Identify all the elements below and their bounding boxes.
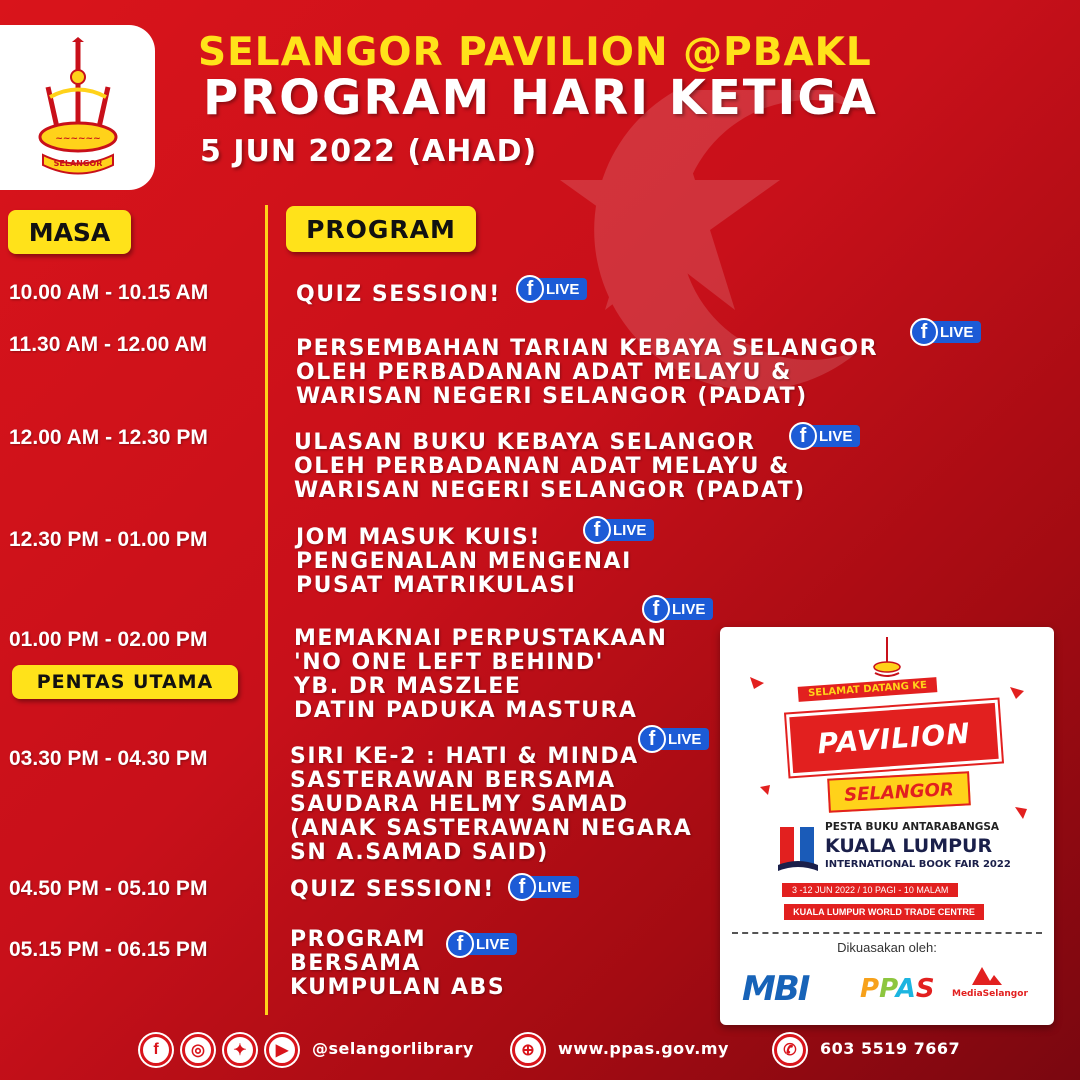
column-header-program: PROGRAM [286,206,476,252]
phone-number[interactable]: 603 5519 7667 [820,1039,961,1058]
poster-title: PAVILION [786,700,1002,777]
program-line: SAUDARA HELMY SAMAD [290,792,629,817]
facebook-icon: f [508,873,536,901]
crest-icon [28,37,128,182]
social-handle[interactable]: @selangorlibrary [312,1039,474,1058]
facebook-live-badge[interactable]: f LIVE [587,519,654,541]
sponsor-media-selangor-logo: MediaSelangor [952,989,1028,999]
program-line: PROGRAM [290,927,427,952]
program-line: ULASAN BUKU KEBAYA SELANGOR [294,430,756,455]
fair-dates: 3 -12 JUN 2022 / 10 PAGI - 10 MALAM [782,883,958,897]
facebook-live-badge[interactable]: f LIVE [914,321,981,343]
facebook-icon: f [642,595,670,623]
schedule-time: 03.30 PM - 04.30 PM [9,747,208,770]
column-divider [265,205,268,1015]
program-entry [296,526,632,598]
program-line: 'NO ONE LEFT BEHIND' [294,650,604,675]
program-line: DATIN PADUKA MASTURA [294,698,638,723]
media-selangor-icon [968,963,1004,987]
sponsor-mbi-logo: MBI [742,969,809,1009]
book-fair-logo-icon [776,819,820,873]
program-entry [296,337,878,409]
poster-divider [732,932,1042,934]
facebook-live-badge[interactable]: f LIVE [450,933,517,955]
schedule-time: 10.00 AM - 10.15 AM [9,281,209,304]
fair-name-malay: PESTA BUKU ANTARABANGSA [825,821,1000,833]
facebook-icon: f [789,422,817,450]
program-line: QUIZ SESSION! [296,282,501,307]
facebook-icon: f [583,516,611,544]
program-entry [296,283,501,307]
facebook-live-badge[interactable]: f LIVE [793,425,860,447]
program-line: SIRI KE-2 : HATI & MINDA [290,744,639,769]
program-line: (ANAK SASTERAWAN NEGARA [290,816,693,841]
program-line: KUMPULAN ABS [290,975,506,1000]
sponsor-ppas-logo: PPAS [860,974,935,1004]
powered-by-label: Dikuasakan oleh: [837,940,937,955]
facebook-live-badge[interactable]: f LIVE [642,728,709,750]
schedule-time: 05.15 PM - 06.15 PM [9,938,208,961]
program-line: SN A.SAMAD SAID) [290,840,549,865]
facebook-live-badge[interactable]: f LIVE [512,876,579,898]
fair-venue: KUALA LUMPUR WORLD TRADE CENTRE [784,904,984,920]
facebook-icon: f [638,725,666,753]
program-line: PERSEMBAHAN TARIAN KEBAYA SELANGOR [296,336,879,361]
program-line: PUSAT MATRIKULASI [296,573,577,598]
stage-badge: PENTAS UTAMA [12,665,238,699]
page-title: PROGRAM HARI KETIGA [203,70,878,126]
schedule-time: 12.00 AM - 12.30 PM [9,426,208,449]
program-line: WARISAN NEGERI SELANGOR (PADAT) [296,384,808,409]
website-link[interactable]: www.ppas.gov.my [558,1039,729,1058]
program-line: OLEH PERBADANAN ADAT MELAYU & [296,360,792,385]
instagram-icon[interactable]: ◎ [182,1034,214,1066]
program-line: OLEH PERBADANAN ADAT MELAYU & [294,454,790,479]
facebook-live-badge[interactable]: f LIVE [646,598,713,620]
column-header-time: MASA [8,210,131,254]
program-line: WARISAN NEGERI SELANGOR (PADAT) [294,478,806,503]
program-entry [294,431,806,503]
fair-name-english: INTERNATIONAL BOOK FAIR 2022 [825,859,1011,870]
fair-city: KUALA LUMPUR [825,835,993,857]
poster-subtitle: SELANGOR [827,771,971,812]
phone-icon: ✆ [774,1034,806,1066]
program-entry [294,627,667,723]
poster-welcome: SELAMAT DATANG KE [798,677,938,702]
program-line: SASTERAWAN BERSAMA [290,768,616,793]
pavilion-poster [720,627,1054,1025]
facebook-live-badge[interactable]: f LIVE [520,278,587,300]
twitter-icon[interactable]: ✦ [224,1034,256,1066]
header-line-1: SELANGOR PAVILION @PBAKL [198,30,872,75]
event-date: 5 JUN 2022 (AHAD) [200,134,538,169]
program-line: BERSAMA [290,951,422,976]
program-entry [290,745,692,865]
facebook-icon[interactable]: f [140,1034,172,1066]
schedule-time: 04.50 PM - 05.10 PM [9,877,208,900]
program-entry [290,878,495,902]
facebook-icon: f [446,930,474,958]
youtube-icon[interactable]: ▶ [266,1034,298,1066]
facebook-icon: f [910,318,938,346]
crest-caption: SELANGOR [53,159,103,168]
svg-text:~~~~~~: ~~~~~~ [55,134,101,144]
facebook-icon: f [516,275,544,303]
schedule-time: 01.00 PM - 02.00 PM [9,628,208,651]
selangor-crest-logo [0,25,155,190]
program-line: QUIZ SESSION! [290,877,495,902]
schedule-time: 11.30 AM - 12.00 AM [9,333,208,356]
program-line: PENGENALAN MENGENAI [296,549,632,574]
schedule-time: 12.30 PM - 01.00 PM [9,528,208,551]
globe-icon: ⊕ [512,1034,544,1066]
program-line: JOM MASUK KUIS! [296,525,541,550]
program-line: MEMAKNAI PERPUSTAKAAN [294,626,668,651]
program-line: YB. DR MASZLEE [294,674,522,699]
